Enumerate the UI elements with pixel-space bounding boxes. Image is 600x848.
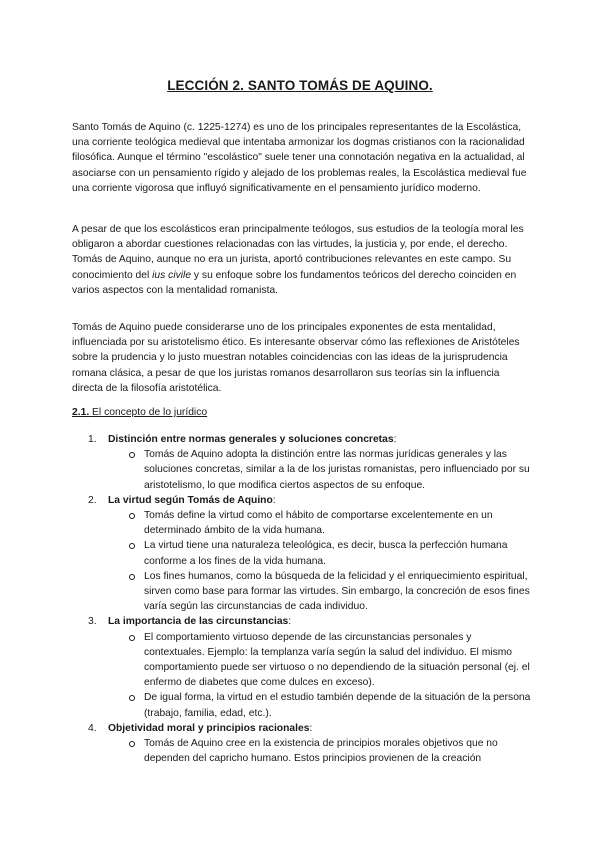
sub-list-item	[108, 736, 532, 766]
list-item-number: 4.	[88, 722, 97, 734]
sub-list	[108, 736, 532, 766]
list-item-heading	[108, 616, 291, 627]
hollow-bullet-icon	[129, 543, 135, 549]
concept-list	[72, 432, 532, 766]
hollow-bullet-icon	[129, 574, 135, 580]
sub-list-item-text: La virtud tiene una naturaleza teleológica, es decir, busca la perfección humana conforme a los fines de la vida humana.	[144, 540, 508, 567]
paragraph-theology-text-b: y su enfoque sobre los fundamentos teóricos del derecho coinciden en varios aspectos con la mentalidad romanista.	[72, 269, 517, 296]
list-item-colon: :	[288, 616, 292, 628]
list-item	[72, 614, 532, 720]
paragraph-aristotelism: Tomás de Aquino puede considerarse uno de los principales exponentes de esta mentalidad, influenciada por su aristotelismo ético. Es interesante observar cómo las reflexiones de Aristóteles sobre la prudencia y lo justo muestran notables coincidencias con las ideas de la jurisprudencia romana clásica, a pesar de que los juristas romanos desarrollaron sus teorías sin la influencia directa de la filosofía aristotélica.	[72, 322, 520, 394]
list-item-number: 2.	[88, 494, 97, 506]
paragraph-theology	[72, 222, 532, 298]
sub-list-item-text: Tomás define la virtud como el hábito de comportarse excelentemente en un determinado ámbito de la vida humana.	[144, 510, 493, 537]
sub-list-item	[108, 508, 532, 538]
list-item-colon: :	[393, 434, 397, 445]
list-item-heading-text: Objetividad moral y principios racionales	[108, 722, 310, 734]
ius-civile-term: ius civile	[152, 269, 192, 281]
sub-list	[108, 447, 532, 493]
list-item-heading	[108, 495, 276, 506]
list-item-heading-text: Distinción entre normas generales y soluciones concretas	[108, 434, 394, 445]
sub-list-item	[108, 447, 532, 493]
sub-list-item-text: El comportamiento virtuoso depende de las circunstancias personales y contextuales. Ejemplo: la templanza varía según la salud del individuo. El mismo comportamiento puede ser virtuoso o no dependiendo de la situación personal (ej. el enfermo de diabetes que come dulces en exceso).	[144, 631, 530, 689]
list-item-colon: :	[272, 494, 276, 506]
page-title: LECCIÓN 2. SANTO TOMÁS DE AQUINO.	[167, 78, 433, 93]
section-label: El concepto de lo jurídico	[89, 407, 208, 418]
hollow-bullet-icon	[129, 513, 135, 519]
paragraph-intro: Santo Tomás de Aquino (c. 1225-1274) es uno de los principales representantes de la Escolástica, una corriente teológica medieval que intentaba armonizar los dogmas cristianos con la racionalidad filosófica. Aunque el término "escolástico" suele tener una connotación negativa en la actualidad, al asociarse con un pensamiento rígido y alejado de los problemas reales, la Escolástica medieval fue una corriente vigorosa que influyó significativamente en el pensamiento jurídico moderno.	[72, 122, 527, 194]
hollow-bullet-icon	[129, 695, 135, 701]
hollow-bullet-icon	[129, 452, 135, 458]
sub-list-item	[108, 690, 532, 720]
sub-list-item-text: Tomás de Aquino cree en la existencia de principios morales objetivos que no dependen del capricho humano. Estos principios provienen de la creación	[144, 738, 498, 765]
sub-list-item-text: Los fines humanos, como la búsqueda de la felicidad y el enriquecimiento espiritual, sirven como base para formar las virtudes. Sin embargo, la concreción de esos fines varía según las circunstancias de cada individuo.	[144, 570, 530, 613]
list-item-heading	[108, 723, 312, 734]
list-item	[72, 721, 532, 767]
list-item-colon: :	[309, 722, 313, 734]
section-number: 2.1.	[72, 407, 90, 418]
sub-list-item-text: De igual forma, la virtud en el estudio también depende de la situación de la persona (trabajo, familia, edad, etc.).	[144, 692, 531, 719]
list-item-number: 1.	[88, 434, 97, 445]
list-item	[72, 432, 532, 493]
sub-list-item	[108, 630, 532, 691]
list-item-number: 3.	[88, 616, 97, 628]
hollow-bullet-icon	[129, 635, 135, 641]
list-item-heading-text: La virtud según Tomás de Aquino	[108, 494, 273, 506]
section-heading	[72, 405, 207, 420]
list-item-heading	[108, 434, 396, 445]
hollow-bullet-icon	[129, 741, 135, 747]
sub-list	[108, 508, 532, 614]
paragraph-theology-text-a: A pesar de que los escolásticos eran principalmente teólogos, sus estudios de la teología moral les obligaron a abordar cuestiones relacionadas con las virtudes, la justicia y, por ende, el derecho. Tomás de Aquino, aunque no era un jurista, aportó contribuciones relevantes en este campo. Su conocimiento del	[72, 224, 524, 281]
sub-list	[108, 630, 532, 721]
sub-list-item	[108, 569, 532, 615]
sub-list-item	[108, 538, 532, 568]
list-item-heading-text: La importancia de las circunstancias	[108, 616, 289, 628]
sub-list-item-text: Tomás de Aquino adopta la distinción entre las normas jurídicas generales y las soluciones concretas, similar a la de los juristas romanistas, pero influenciado por su aristotelismo, lo que modifica ciertos aspectos de su enfoque.	[144, 449, 530, 491]
list-item	[72, 493, 532, 615]
